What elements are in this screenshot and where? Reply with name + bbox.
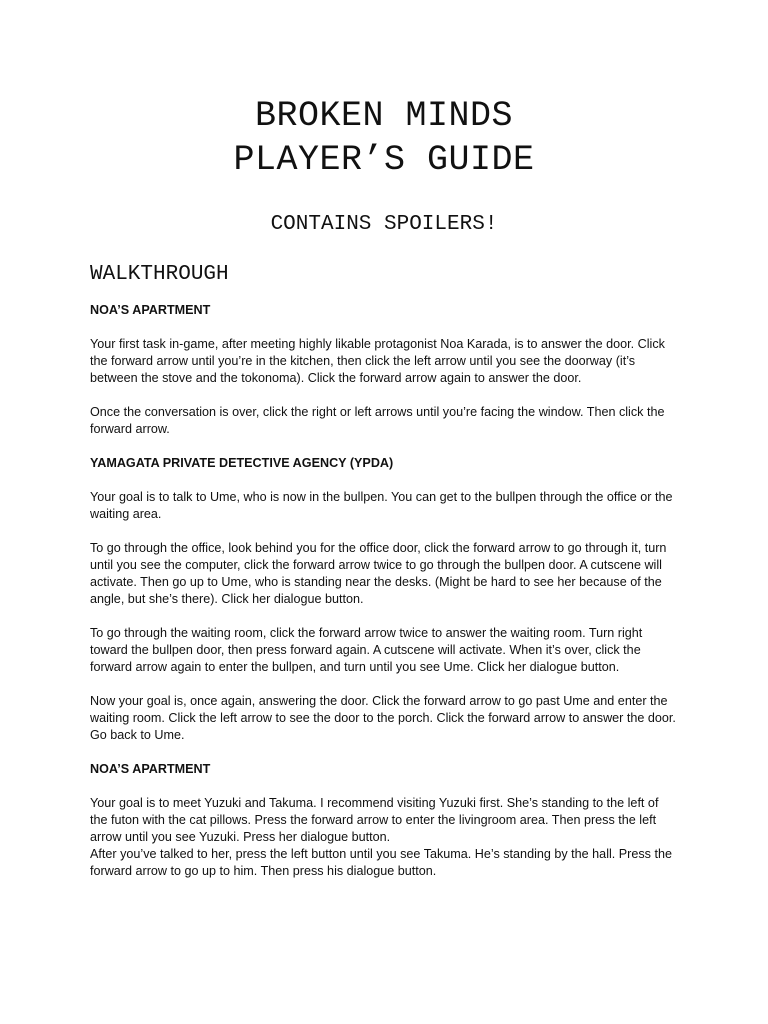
section-title: YAMAGATA PRIVATE DETECTIVE AGENCY (YPDA)	[90, 456, 394, 470]
section-ypda	[90, 455, 678, 744]
paragraph: Now your goal is, once again, answering the door. Click the forward arrow to go past Ume and enter the waiting room. Click the left arrow to see the door to the porch. Click the forward arrow to answer the door. Go back to Ume.	[90, 694, 676, 742]
paragraph: After you’ve talked to her, press the left button until you see Takuma. He’s standing by the hall. Press the forward arrow to go up to him. Then press his dialogue button.	[90, 847, 672, 878]
title-line-2: PLAYER’S GUIDE	[233, 140, 535, 180]
section-noas-apartment-1	[90, 302, 678, 438]
section-title: NOA’S APARTMENT	[90, 303, 211, 317]
paragraph: Your goal is to talk to Ume, who is now in the bullpen. You can get to the bullpen through the office or the waiting area.	[90, 490, 673, 521]
paragraph: Once the conversation is over, click the right or left arrows until you’re facing the window. Then click the forward arrow.	[90, 405, 665, 436]
section-noas-apartment-2	[90, 761, 678, 880]
document-title	[90, 0, 678, 182]
title-line-1: BROKEN MINDS	[254, 96, 514, 136]
walkthrough-heading: WALKTHROUGH	[90, 263, 229, 286]
paragraph: Your first task in-game, after meeting highly likable protagonist Noa Karada, is to answer the door. Click the forward arrow until you’re in the kitchen, then click the left arrow until you see the doorway (it’s between the stove and the tokonoma). Click the forward arrow again to answer the door.	[90, 337, 665, 385]
paragraph: To go through the waiting room, click the forward arrow twice to answer the waiting room. Turn right toward the bullpen door, then press forward again. A cutscene will activate. When it’s over, click the forward arrow again to enter the bullpen, and turn until you see Ume. Click her dialogue button.	[90, 626, 643, 674]
spoiler-warning: CONTAINS SPOILERS!	[270, 213, 498, 236]
paragraph: To go through the office, look behind you for the office door, click the forward arrow to go through it, turn until you see the computer, click the forward arrow twice to go through the bullpen door. A cutscene will activate. Then go up to Ume, who is standing near the desks. (Might be hard to see her because of the angle, but she’s there). Click her dialogue button.	[90, 541, 667, 606]
paragraph: Your goal is to meet Yuzuki and Takuma. I recommend visiting Yuzuki first. She’s standing to the left of the futon with the cat pillows. Press the forward arrow to enter the livingroom area. Then press the left arrow until you see Yuzuki. Press her dialogue button.	[90, 796, 659, 844]
section-title: NOA’S APARTMENT	[90, 762, 211, 776]
